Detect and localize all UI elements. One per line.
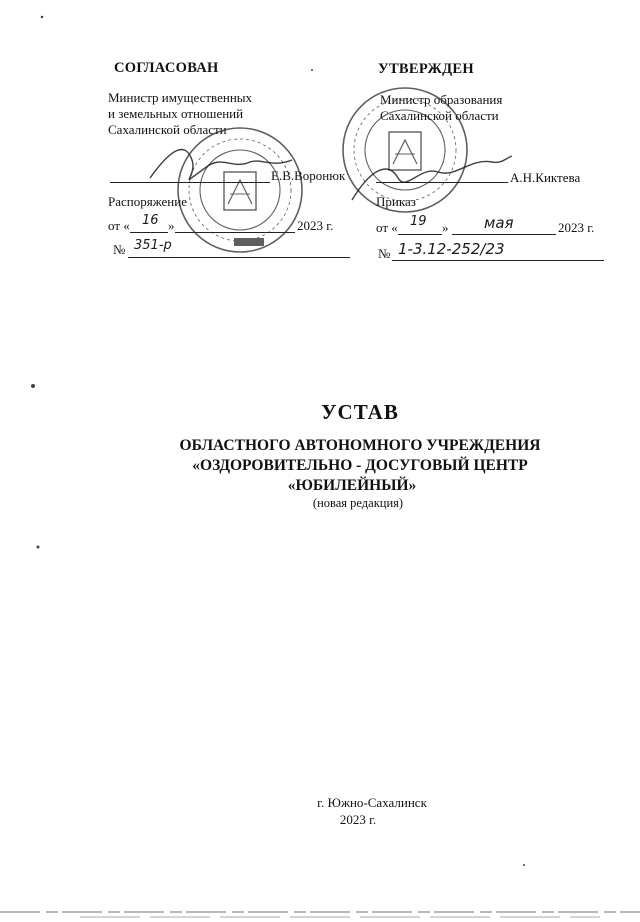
approval-right-date-year: 2023 г. xyxy=(558,220,595,235)
edition-note: (новая редакция) xyxy=(312,496,404,510)
approval-left-date-day: 16 xyxy=(142,213,159,228)
footer-city: г. Южно-Сахалинск xyxy=(317,795,427,810)
approval-right-signatory: А.Н.Киктева xyxy=(510,170,581,185)
approval-left-heading: СОГЛАСОВАН xyxy=(114,60,219,76)
approval-right-date-prefix: от « xyxy=(376,220,398,235)
approval-right-line1: Министр образования xyxy=(380,92,503,107)
approval-right-number-value: 1-3.12-252/23 xyxy=(398,240,505,258)
approval-left-date-year: 2023 г. xyxy=(297,218,334,233)
approval-left-date-prefix: от « xyxy=(108,218,130,233)
approval-right-date-mid: » xyxy=(442,220,449,235)
document-title: УСТАВ xyxy=(321,400,399,424)
approval-right-doc-type: Приказ xyxy=(376,194,416,209)
approval-left-line1: Министр имущественных xyxy=(108,90,253,105)
approval-left-line3: Сахалинской области xyxy=(108,122,227,137)
approval-right-number-prefix: № xyxy=(378,246,391,261)
approval-left-number-prefix: № xyxy=(113,242,126,257)
subtitle-line2: «ОЗДОРОВИТЕЛЬНО - ДОСУГОВЫЙ ЦЕНТР xyxy=(192,457,528,474)
right-seal-stamp xyxy=(343,88,467,212)
approval-left-line2: и земельных отношений xyxy=(108,106,244,121)
approval-left-doc-type: Распоряжение xyxy=(108,194,187,209)
approval-right-line2: Сахалинской области xyxy=(380,108,499,123)
subtitle-line3: «ЮБИЛЕЙНЫЙ» xyxy=(287,477,417,494)
approval-right-date-month: мая xyxy=(484,214,514,232)
approval-left-date-mid: » xyxy=(168,218,175,233)
approval-left-number-value: 351-р xyxy=(134,238,172,253)
footer-year: 2023 г. xyxy=(339,812,377,827)
left-seal-stamp xyxy=(178,128,302,252)
subtitle-line1: ОБЛАСТНОГО АВТОНОМНОГО УЧРЕЖДЕНИЯ xyxy=(179,437,541,454)
approval-left-signatory: Е.В.Воронюк xyxy=(271,168,346,183)
approval-right-heading: УТВЕРЖДЕН xyxy=(378,61,474,77)
approval-right-date-day: 19 xyxy=(410,214,427,229)
